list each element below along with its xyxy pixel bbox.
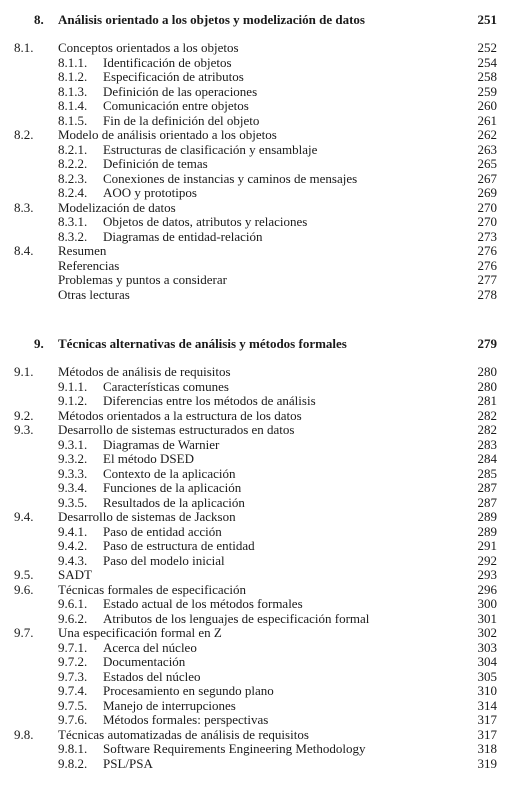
toc-entry bbox=[0, 611, 510, 626]
entry-number: 9.3. bbox=[14, 422, 34, 437]
chapter-page: 251 bbox=[477, 12, 497, 27]
entry-number: 9.4.3. bbox=[58, 552, 88, 568]
entry-number: 8.2. bbox=[14, 127, 34, 142]
entry-title: Procesamiento en segundo plano bbox=[103, 683, 274, 698]
entry-title: Fin de la definición del objeto bbox=[103, 112, 260, 128]
entry-title: Resumen bbox=[58, 243, 107, 258]
entry-title: Identificación de objetos bbox=[103, 54, 232, 70]
entry-title: El método DSED bbox=[103, 451, 194, 466]
entry-page: 263 bbox=[477, 141, 497, 157]
entry-title: Diagramas de entidad-relación bbox=[103, 228, 263, 244]
toc-entry bbox=[0, 553, 510, 568]
entry-title: Modelo de análisis orientado a los objetos bbox=[58, 127, 277, 142]
entry-number: 9.4.1. bbox=[58, 523, 88, 539]
entry-page: 267 bbox=[477, 170, 497, 186]
toc-entry bbox=[0, 509, 510, 524]
entry-page: 292 bbox=[477, 552, 497, 568]
entry-page: 284 bbox=[477, 451, 497, 466]
toc-entry bbox=[0, 40, 510, 55]
entry-title: Documentación bbox=[103, 654, 186, 669]
entry-number: 8.4. bbox=[14, 243, 34, 258]
entry-number: 9.6.1. bbox=[58, 596, 88, 611]
toc-entry bbox=[0, 422, 510, 437]
entry-number: 9.6.2. bbox=[58, 610, 88, 626]
entry-number: 9.8.2. bbox=[58, 755, 88, 771]
entry-page: 318 bbox=[477, 741, 497, 756]
entry-number: 9.3.2. bbox=[58, 451, 88, 466]
entry-page: 301 bbox=[477, 610, 497, 626]
entry-number: 8.2.2. bbox=[58, 156, 88, 171]
entry-page: 283 bbox=[477, 436, 497, 452]
entry-title: Conexiones de instancias y caminos de mensajes bbox=[103, 170, 358, 186]
entry-title: Estructuras de clasificación y ensamblaje bbox=[103, 141, 318, 157]
entry-page: 317 bbox=[477, 726, 497, 742]
entry-title: Paso de estructura de entidad bbox=[103, 538, 255, 553]
entry-title: Métodos orientados a la estructura de los datos bbox=[58, 407, 302, 423]
entry-title: SADT bbox=[58, 567, 92, 582]
entry-number: 8.1.2. bbox=[58, 69, 88, 84]
toc-entry bbox=[0, 683, 510, 698]
toc-entry bbox=[0, 127, 510, 142]
toc-entry bbox=[0, 669, 510, 684]
entry-title: Funciones de la aplicación bbox=[103, 480, 242, 495]
entry-page: 281 bbox=[477, 393, 497, 408]
entry-title: Conceptos orientados a los objetos bbox=[58, 40, 239, 55]
entry-number: 9.8.1. bbox=[58, 741, 88, 756]
entry-page: 317 bbox=[477, 712, 497, 727]
entry-title: Problemas y puntos a considerar bbox=[58, 272, 227, 287]
entry-page: 285 bbox=[477, 465, 497, 481]
toc-entry bbox=[0, 451, 510, 466]
toc-entry bbox=[0, 625, 510, 640]
toc-entry bbox=[0, 258, 510, 273]
entry-page: 276 bbox=[477, 243, 497, 258]
entry-page: 291 bbox=[477, 538, 497, 553]
toc-entry bbox=[0, 379, 510, 394]
entry-page: 293 bbox=[477, 567, 497, 582]
entry-title: Comunicación entre objetos bbox=[103, 98, 249, 113]
entry-page: 273 bbox=[477, 228, 497, 244]
entry-page: 287 bbox=[477, 480, 497, 495]
entry-number: 9.7.2. bbox=[58, 654, 88, 669]
entry-title: Resultados de la aplicación bbox=[103, 494, 245, 510]
toc-entry bbox=[0, 156, 510, 171]
entry-number: 8.3.2. bbox=[58, 228, 88, 244]
entry-page: 302 bbox=[477, 625, 497, 640]
entry-title: Métodos de análisis de requisitos bbox=[58, 364, 231, 379]
entry-page: 282 bbox=[477, 422, 497, 437]
entry-page: 260 bbox=[477, 98, 497, 113]
entry-page: 277 bbox=[477, 272, 497, 287]
entry-title: Estado actual de los métodos formales bbox=[103, 596, 303, 611]
entry-number: 9.3.1. bbox=[58, 436, 88, 452]
entry-page: 262 bbox=[477, 127, 497, 142]
entry-number: 8.1.1. bbox=[58, 54, 88, 70]
entry-title: Desarrollo de sistemas estructurados en datos bbox=[58, 422, 295, 437]
toc-entry bbox=[0, 142, 510, 157]
entry-number: 8.1.3. bbox=[58, 83, 88, 99]
toc-entry bbox=[0, 113, 510, 128]
entry-number: 9.7.1. bbox=[58, 639, 88, 655]
entry-page: 261 bbox=[477, 112, 497, 128]
entry-page: 303 bbox=[477, 639, 497, 655]
entry-page: 259 bbox=[477, 83, 497, 99]
entry-page: 289 bbox=[477, 523, 497, 539]
chapter-heading bbox=[0, 336, 510, 351]
entry-page: 254 bbox=[477, 54, 497, 70]
entry-title: Características comunes bbox=[103, 378, 229, 394]
entry-title: Técnicas formales de especificación bbox=[58, 581, 247, 597]
entry-number: 9.3.3. bbox=[58, 465, 88, 481]
entry-number: 9.4.2. bbox=[58, 538, 88, 553]
entry-page: 252 bbox=[477, 40, 497, 55]
toc-entry bbox=[0, 756, 510, 771]
entry-number: 8.2.3. bbox=[58, 170, 88, 186]
entry-title: Técnicas automatizadas de análisis de requisitos bbox=[58, 726, 309, 742]
entry-number: 8.3.1. bbox=[58, 214, 88, 229]
entry-title: Modelización de datos bbox=[58, 199, 176, 215]
entry-page: 276 bbox=[477, 257, 497, 273]
entry-title: Atributos de los lenguajes de especificación formal bbox=[103, 610, 370, 626]
chapter-number: 9. bbox=[34, 336, 44, 351]
entry-title: Referencias bbox=[58, 257, 120, 273]
toc-entry bbox=[0, 741, 510, 756]
entry-page: 280 bbox=[477, 364, 497, 379]
entry-number: 9.3.5. bbox=[58, 494, 88, 510]
toc-entry bbox=[0, 393, 510, 408]
entry-page: 280 bbox=[477, 378, 497, 394]
entry-title: Software Requirements Engineering Methodology bbox=[103, 741, 366, 756]
entry-title: Paso del modelo inicial bbox=[103, 552, 225, 568]
toc-entry bbox=[0, 98, 510, 113]
chapter-title: Análisis orientado a los objetos y modelización de datos bbox=[58, 12, 365, 27]
entry-page: 270 bbox=[477, 214, 497, 229]
entry-number: 8.3. bbox=[14, 199, 34, 215]
entry-page: 287 bbox=[477, 494, 497, 510]
entry-number: 9.8. bbox=[14, 726, 34, 742]
entry-number: 9.2. bbox=[14, 407, 34, 423]
entry-title: Estados del núcleo bbox=[103, 668, 201, 684]
entry-title: Otras lecturas bbox=[58, 286, 130, 302]
entry-page: 305 bbox=[477, 668, 497, 684]
toc-entry bbox=[0, 538, 510, 553]
toc-entry bbox=[0, 712, 510, 727]
entry-number: 9.4. bbox=[14, 509, 34, 524]
chapter-number: 8. bbox=[34, 12, 44, 27]
toc-entry bbox=[0, 640, 510, 655]
entry-number: 9.1.2. bbox=[58, 393, 88, 408]
chapter-title: Técnicas alternativas de análisis y métodos formales bbox=[58, 336, 347, 351]
entry-page: 304 bbox=[477, 654, 497, 669]
entry-page: 278 bbox=[477, 286, 497, 302]
entry-title: Objetos de datos, atributos y relaciones bbox=[103, 214, 308, 229]
entry-number: 9.6. bbox=[14, 581, 34, 597]
entry-page: 269 bbox=[477, 185, 497, 200]
entry-number: 8.1.5. bbox=[58, 112, 88, 128]
entry-title: Paso de entidad acción bbox=[103, 523, 222, 539]
entry-title: Métodos formales: perspectivas bbox=[103, 712, 269, 727]
entry-title: PSL/PSA bbox=[103, 755, 153, 771]
entry-title: Acerca del núcleo bbox=[103, 639, 197, 655]
entry-title: Definición de temas bbox=[103, 156, 208, 171]
entry-title: Diferencias entre los métodos de análisis bbox=[103, 393, 316, 408]
toc-entry bbox=[0, 596, 510, 611]
entry-page: 258 bbox=[477, 69, 497, 84]
entry-number: 8.2.4. bbox=[58, 185, 88, 200]
toc-entry bbox=[0, 287, 510, 302]
toc-entry bbox=[0, 698, 510, 713]
toc-entry bbox=[0, 466, 510, 481]
entry-number: 9.5. bbox=[14, 567, 34, 582]
toc-entry bbox=[0, 69, 510, 84]
entry-page: 265 bbox=[477, 156, 497, 171]
toc-entry bbox=[0, 408, 510, 423]
toc-entry bbox=[0, 582, 510, 597]
entry-number: 9.7.6. bbox=[58, 712, 88, 727]
entry-number: 9.3.4. bbox=[58, 480, 88, 495]
entry-number: 9.7.4. bbox=[58, 683, 88, 698]
toc-entry bbox=[0, 272, 510, 287]
entry-title: Definición de las operaciones bbox=[103, 83, 258, 99]
entry-number: 9.7. bbox=[14, 625, 34, 640]
entry-title: Especificación de atributos bbox=[103, 69, 244, 84]
entry-number: 9.1.1. bbox=[58, 378, 88, 394]
entry-title: Diagramas de Warnier bbox=[103, 436, 220, 452]
entry-page: 300 bbox=[477, 596, 497, 611]
entry-number: 8.1. bbox=[14, 40, 34, 55]
toc-entry bbox=[0, 200, 510, 215]
toc-entry bbox=[0, 214, 510, 229]
toc-entry bbox=[0, 567, 510, 582]
entry-page: 282 bbox=[477, 407, 497, 423]
toc-entry bbox=[0, 437, 510, 452]
entry-title: Desarrollo de sistemas de Jackson bbox=[58, 509, 236, 524]
entry-page: 289 bbox=[477, 509, 497, 524]
toc-entry bbox=[0, 229, 510, 244]
entry-title: Manejo de interrupciones bbox=[103, 697, 236, 713]
entry-number: 9.7.5. bbox=[58, 697, 88, 713]
chapter-page: 279 bbox=[477, 336, 497, 351]
toc-entry bbox=[0, 171, 510, 186]
entry-title: AOO y prototipos bbox=[103, 185, 197, 200]
entry-number: 9.1. bbox=[14, 364, 34, 379]
toc-entry bbox=[0, 84, 510, 99]
entry-title: Contexto de la aplicación bbox=[103, 465, 236, 481]
toc-entry bbox=[0, 727, 510, 742]
toc-entry bbox=[0, 480, 510, 495]
toc-entry bbox=[0, 495, 510, 510]
entry-page: 314 bbox=[477, 697, 497, 713]
entry-page: 310 bbox=[477, 683, 497, 698]
entry-number: 8.2.1. bbox=[58, 141, 88, 157]
toc-entry bbox=[0, 524, 510, 539]
entry-page: 270 bbox=[477, 199, 497, 215]
toc-entry bbox=[0, 364, 510, 379]
entry-number: 8.1.4. bbox=[58, 98, 88, 113]
toc-entry bbox=[0, 55, 510, 70]
entry-page: 319 bbox=[477, 755, 497, 771]
toc-entry bbox=[0, 243, 510, 258]
entry-number: 9.7.3. bbox=[58, 668, 88, 684]
entry-title: Una especificación formal en Z bbox=[58, 625, 222, 640]
entry-page: 296 bbox=[477, 581, 497, 597]
toc-entry bbox=[0, 654, 510, 669]
toc-entry bbox=[0, 185, 510, 200]
chapter-heading bbox=[0, 12, 510, 27]
